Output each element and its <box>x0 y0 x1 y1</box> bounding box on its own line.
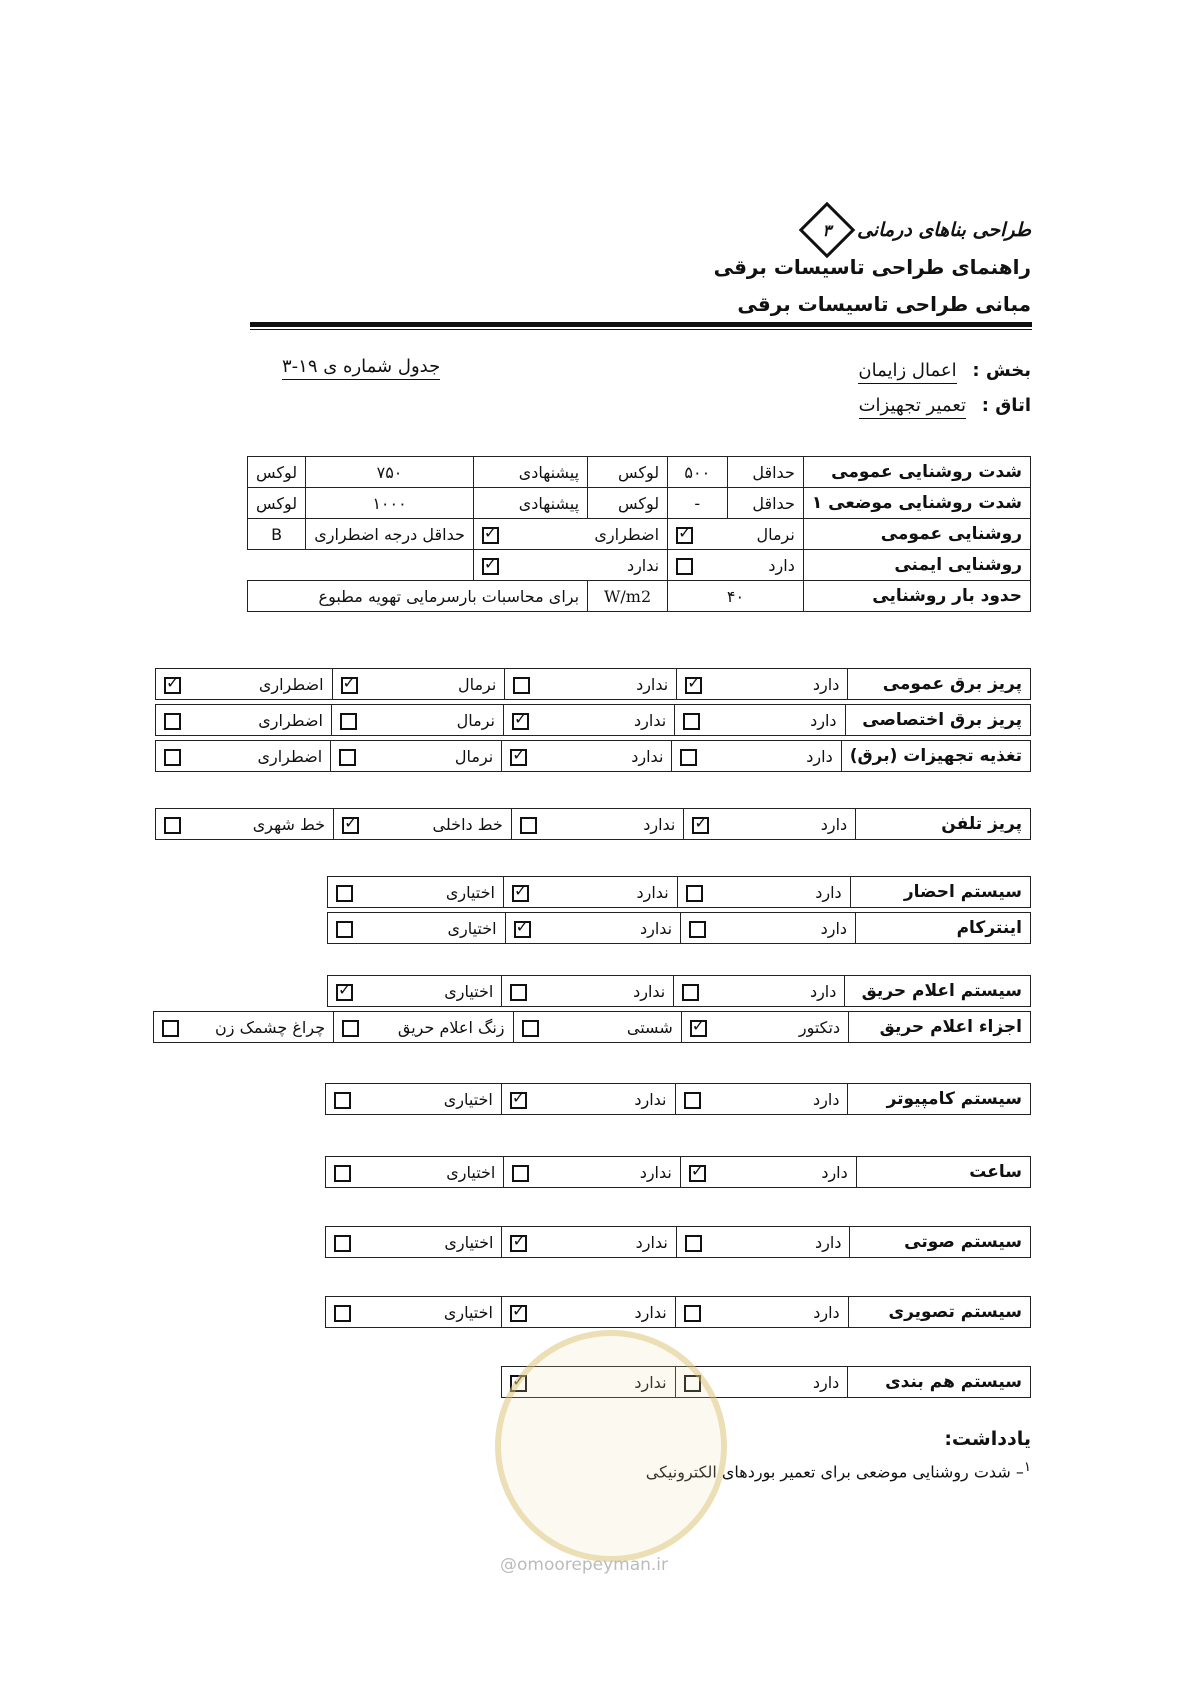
option-label: ندارد <box>636 882 669 902</box>
option-cell <box>334 809 512 840</box>
checkbox[interactable] <box>482 527 499 544</box>
table-reference: جدول شماره ی ۱۹-۳ <box>282 356 440 380</box>
option-label: نرمال <box>456 710 496 730</box>
option-row <box>326 1297 1031 1328</box>
recommended-value: ۱۰۰۰ <box>306 488 474 519</box>
recommended-value: ۷۵۰ <box>306 457 474 488</box>
option-no: ندارد ✓ <box>473 550 667 581</box>
checkbox[interactable] <box>334 1235 351 1252</box>
option-emergency: اضطراری ✓ <box>473 519 667 550</box>
option-cell <box>156 669 333 700</box>
min-value: - <box>668 488 727 519</box>
min-emergency-grade-value: B <box>248 519 306 550</box>
option-label: دارد <box>815 1232 842 1252</box>
checkbox[interactable] <box>676 558 693 575</box>
option-row <box>156 669 1031 700</box>
option-row-table <box>155 740 1031 772</box>
checkbox[interactable] <box>680 749 697 766</box>
note-marker: ۱ <box>1023 1460 1031 1475</box>
option-label: نرمال <box>454 746 494 766</box>
option-label: دتکتور <box>798 1017 841 1037</box>
series-title: طراحی بناهای درمانی <box>857 219 1031 241</box>
option-label: ندارد <box>635 1232 668 1252</box>
option-cell <box>328 877 504 908</box>
watermark-logo <box>495 1330 727 1562</box>
option-label: دارد <box>813 1302 840 1322</box>
checkbox[interactable] <box>334 1165 351 1182</box>
option-row-table <box>325 1083 1031 1115</box>
option-label: ندارد <box>636 674 669 694</box>
checkbox[interactable] <box>510 1235 527 1252</box>
checkbox[interactable] <box>510 984 527 1001</box>
option-label: زنگ اعلام حریق <box>397 1017 505 1037</box>
min-label: حداقل <box>727 457 803 488</box>
option-label: ندارد <box>631 746 664 766</box>
checkbox[interactable] <box>339 749 356 766</box>
option-cell <box>676 1227 850 1258</box>
row-label: سیستم احضار <box>850 877 1030 908</box>
checkbox[interactable] <box>164 677 181 694</box>
option-label: نرمال <box>457 674 497 694</box>
general-intensity-label: شدت روشنایی عمومی <box>803 457 1030 488</box>
emergency-lighting-row <box>248 550 1031 581</box>
option-cell <box>674 976 845 1007</box>
option-cell <box>680 1157 856 1188</box>
series-title-row <box>807 210 1031 250</box>
checkbox[interactable] <box>512 885 529 902</box>
option-cell <box>675 705 845 736</box>
option-row-table <box>325 1156 1031 1188</box>
option-label: اضطراری <box>257 746 323 766</box>
note-text: – شدت روشنایی موضعی برای تعمیر بوردهای الکترونیکی <box>645 1462 1024 1482</box>
checkbox[interactable] <box>162 1020 179 1037</box>
option-cell <box>326 1297 502 1328</box>
checkbox[interactable] <box>164 817 181 834</box>
option-row <box>326 1157 1031 1188</box>
option-cell <box>331 741 502 772</box>
general-intensity-row <box>248 457 1031 488</box>
checkbox[interactable] <box>342 817 359 834</box>
unit: لوکس <box>588 488 668 519</box>
department-label: بخش : <box>972 360 1031 381</box>
row-label: سیستم صوتی <box>850 1227 1031 1258</box>
option-label: دارد <box>821 1162 848 1182</box>
option-cell <box>331 705 503 736</box>
option-normal: نرمال ✓ <box>668 519 804 550</box>
option-cell <box>502 1227 676 1258</box>
lighting-load-label: حدود بار روشنایی <box>803 581 1030 612</box>
option-row-table <box>155 704 1031 736</box>
option-label: اختیاری <box>443 1089 493 1109</box>
row-label: پریز برق اختصاصی <box>845 705 1030 736</box>
min-emergency-grade-label: حداقل درجه اضطراری <box>306 519 474 550</box>
row-label: پریز برق عمومی <box>848 669 1031 700</box>
checkbox[interactable] <box>340 713 357 730</box>
room-row <box>859 395 1031 416</box>
checkbox[interactable] <box>522 1020 539 1037</box>
checkbox[interactable] <box>512 1165 529 1182</box>
option-cell <box>513 1012 681 1043</box>
option-label: اختیاری <box>444 1232 494 1252</box>
option-row-table <box>327 876 1031 908</box>
option-row <box>328 913 1031 944</box>
min-label: حداقل <box>727 488 803 519</box>
option-row <box>156 741 1031 772</box>
option-yes: دارد <box>668 550 804 581</box>
checkbox[interactable] <box>689 1165 706 1182</box>
checkbox[interactable] <box>336 885 353 902</box>
checkbox[interactable] <box>341 677 358 694</box>
checkbox[interactable] <box>510 1092 527 1109</box>
option-cell <box>156 705 332 736</box>
option-cell <box>681 913 856 944</box>
option-label: ندارد <box>634 1089 667 1109</box>
checkbox[interactable] <box>514 921 531 938</box>
option-label: دارد <box>810 710 837 730</box>
room-value: تعمیر تجهیزات <box>859 395 966 419</box>
lighting-load-value: ۴۰ <box>668 581 804 612</box>
min-value: ۵۰۰ <box>668 457 727 488</box>
option-row <box>326 1227 1031 1258</box>
option-row-table <box>327 912 1031 944</box>
checkbox[interactable] <box>684 1092 701 1109</box>
option-cell <box>332 669 505 700</box>
checkbox[interactable] <box>685 677 702 694</box>
option-cell <box>504 705 675 736</box>
watermark-site: @omoorepeyman.ir <box>500 1555 669 1575</box>
notes-title: یادداشت: <box>944 1428 1031 1450</box>
header-rule-thin <box>250 329 1032 330</box>
department-value: اعمال زایمان <box>858 360 956 384</box>
option-row <box>326 1084 1031 1115</box>
option-cell <box>154 1012 334 1043</box>
lighting-load-unit: W/m2 <box>588 581 668 612</box>
checkbox[interactable] <box>334 1092 351 1109</box>
option-cell <box>504 1157 681 1188</box>
checkbox[interactable] <box>685 1235 702 1252</box>
option-label: ندارد <box>634 1302 667 1322</box>
option-label: اختیاری <box>446 1162 496 1182</box>
lighting-load-row <box>248 581 1031 612</box>
local-intensity-label: شدت روشنایی موضعی ۱ <box>803 488 1030 519</box>
option-label: ندارد <box>643 814 676 834</box>
option-row <box>156 705 1031 736</box>
option-label: دارد <box>809 981 837 1001</box>
checkbox[interactable] <box>164 749 181 766</box>
header-rule <box>250 322 1032 327</box>
option-label: اختیاری <box>444 981 494 1001</box>
option-label: اضطراری <box>258 710 323 730</box>
row-label: تغذیه تجهیزات (برق) <box>841 741 1030 772</box>
checkbox[interactable] <box>689 921 706 938</box>
option-cell <box>502 741 672 772</box>
option-row-table <box>155 808 1031 840</box>
checkbox[interactable] <box>682 984 699 1001</box>
checkbox[interactable] <box>513 677 530 694</box>
row-label: اینترکام <box>856 913 1031 944</box>
checkbox[interactable] <box>510 749 527 766</box>
checkbox[interactable] <box>690 1020 707 1037</box>
option-cell <box>511 809 684 840</box>
option-cell <box>156 809 334 840</box>
department-row <box>858 360 1031 381</box>
checkbox[interactable] <box>683 713 700 730</box>
option-row <box>328 877 1031 908</box>
lighting-table <box>247 456 1031 612</box>
option-label: دارد <box>820 814 848 834</box>
option-cell <box>672 741 841 772</box>
option-cell <box>681 1012 848 1043</box>
option-label: ندارد <box>633 981 666 1001</box>
option-label: ندارد <box>639 918 673 938</box>
series-number-badge: ۳ <box>799 202 856 259</box>
guide-title: راهنمای طراحی تاسیسات برقی <box>713 255 1031 279</box>
option-label: اختیاری <box>445 882 495 902</box>
option-label: دارد <box>815 882 842 902</box>
checkbox[interactable] <box>336 984 353 1001</box>
option-label: دارد <box>813 1089 840 1109</box>
row-label: سیستم هم بندی <box>848 1367 1031 1398</box>
option-cell <box>505 669 677 700</box>
option-cell <box>156 741 331 772</box>
unit: لوکس <box>248 488 306 519</box>
checkbox[interactable] <box>334 1305 351 1322</box>
option-label: دارد <box>820 918 848 938</box>
option-cell <box>334 1012 513 1043</box>
checkbox[interactable] <box>676 527 693 544</box>
lighting-load-note: برای محاسبات بارسرمایی تهویه مطبوع <box>248 581 588 612</box>
option-label: دارد <box>812 674 840 694</box>
recommended-label: پیشنهادی <box>473 457 587 488</box>
option-row-table <box>155 668 1031 700</box>
option-cell <box>677 669 848 700</box>
general-lighting-label: روشنایی عمومی <box>803 519 1030 550</box>
recommended-label: پیشنهادی <box>473 488 587 519</box>
option-cell <box>502 976 674 1007</box>
checkbox[interactable] <box>512 713 529 730</box>
option-cell <box>684 809 856 840</box>
row-label: سیستم کامپیوتر <box>848 1084 1031 1115</box>
option-label: اضطراری <box>258 674 324 694</box>
emergency-lighting-label: روشنایی ایمنی <box>803 550 1030 581</box>
checkbox[interactable] <box>336 921 353 938</box>
checkbox[interactable] <box>164 713 181 730</box>
row-label: اجزاء اعلام حریق <box>849 1012 1031 1043</box>
checkbox[interactable] <box>510 1305 527 1322</box>
option-row <box>328 976 1031 1007</box>
row-label: سیستم اعلام حریق <box>845 976 1031 1007</box>
section-title: مبانی طراحی تاسیسات برقی <box>737 292 1031 316</box>
option-cell <box>328 976 502 1007</box>
option-cell <box>505 913 681 944</box>
option-label: خط شهری <box>252 814 326 834</box>
option-cell <box>326 1084 502 1115</box>
option-cell <box>501 1084 675 1115</box>
option-label: خط داخلی <box>432 814 503 834</box>
row-label: سیستم تصویری <box>848 1297 1030 1328</box>
unit: لوکس <box>248 457 306 488</box>
option-cell <box>675 1297 848 1328</box>
option-cell <box>326 1157 504 1188</box>
row-label: ساعت <box>856 1157 1030 1188</box>
checkbox[interactable] <box>342 1020 359 1037</box>
option-cell <box>328 913 506 944</box>
general-lighting-row <box>248 519 1031 550</box>
option-cell <box>677 877 850 908</box>
room-label: اتاق : <box>981 395 1031 416</box>
unit: لوکس <box>588 457 668 488</box>
option-cell <box>501 1297 675 1328</box>
option-label: چراغ چشمک زن <box>215 1017 326 1037</box>
checkbox[interactable] <box>520 817 537 834</box>
option-cell <box>675 1084 848 1115</box>
checkbox[interactable] <box>692 817 709 834</box>
option-label: شستی <box>626 1017 673 1037</box>
option-label: دارد <box>812 1372 840 1392</box>
option-row-table <box>153 1011 1031 1043</box>
checkbox[interactable] <box>684 1305 701 1322</box>
option-label: اختیاری <box>443 1302 493 1322</box>
option-label: ندارد <box>634 710 667 730</box>
option-label: دارد <box>806 746 833 766</box>
option-row <box>156 809 1031 840</box>
checkbox[interactable] <box>482 558 499 575</box>
option-label: اختیاری <box>447 918 497 938</box>
option-row-table <box>325 1226 1031 1258</box>
option-label: ندارد <box>639 1162 672 1182</box>
option-label: ندارد <box>634 1372 667 1392</box>
local-intensity-row <box>248 488 1031 519</box>
option-cell <box>326 1227 502 1258</box>
checkbox[interactable] <box>686 885 703 902</box>
row-label: پریز تلفن <box>856 809 1031 840</box>
option-row-table <box>325 1296 1031 1328</box>
option-row <box>154 1012 1031 1043</box>
option-row-table <box>327 975 1031 1007</box>
option-cell <box>503 877 677 908</box>
